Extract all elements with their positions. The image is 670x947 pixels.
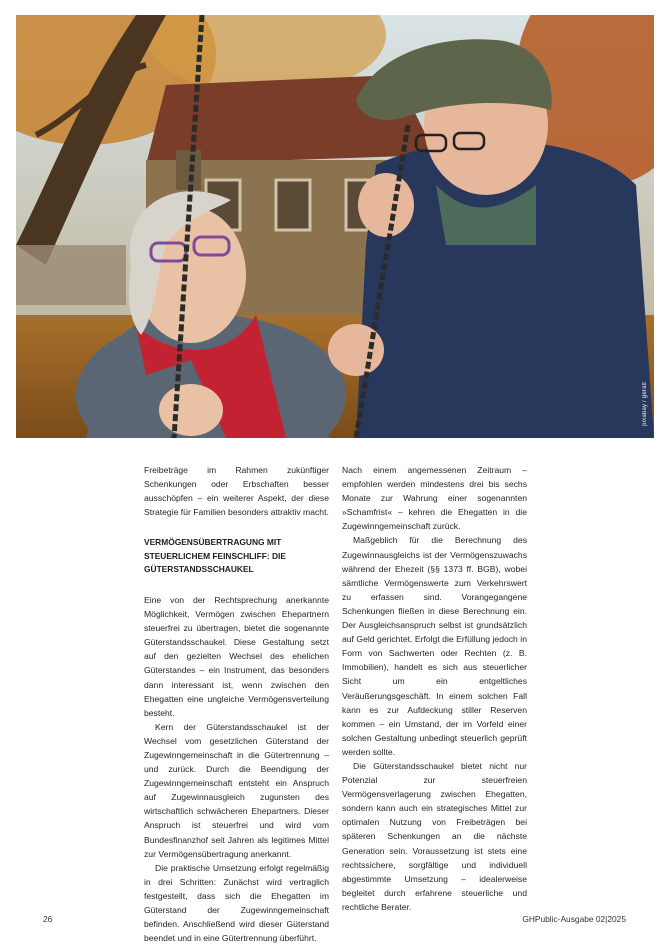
- page-number: 26: [43, 914, 53, 924]
- section-heading: VERMÖGENSÜBERTRAGUNG MIT STEUERLICHEM FEINSCHLIFF: DIE GÜTERSTANDSSCHAUKEL: [144, 537, 286, 574]
- paragraph: Eine von der Rechtsprechung anerkannte Möglichkeit, Vermögen zwischen Ehepartnern steuerfrei zu übertragen, bietet die sogenannte Güterstandsschaukel. Diese Gestaltung setzt auf den gezielten Wechsel des ehelichen Güterstandes – ein Instrument, das besonders dann interessant ist, wenn zwischen den Ehegatten eine ungleiche Vermögensverteilung besteht.: [144, 594, 329, 718]
- paragraph: Nach einem angemessenen Zeitraum – empfohlen werden mindestens drei bis sechs Monate zur Wahrung einer sogenannten »Schamfrist« – kehren die Ehegatten in die Zugewinngemeinschaft zurück.: [342, 465, 527, 532]
- paragraph: Maßgeblich für die Berechnung des Zugewinnausgleichs ist der Vermögenszuwachs während der Ehezeit (§§ 1373 ff. BGB), wobei sämtliche Vermögenswerte zum Verkehrswert zu erfassen sind. Vorangegangene Schenkungen fließen in diese Berechnung ein. Der Ausgleichsanspruch selbst ist grundsätzlich auf Geld gerichtet. Erfolgt die Erfüllung jedoch in Form von Sachwerten oder Rechten (z. B. Immobilien), handelt es sich aus steuerlicher Sicht um ein entgeltliches Veräußerungsgeschäft. In einem solchen Fall kann es zur Aufdeckung stiller Reserven kommen – ein Umstand, der im Vorfeld einer solchen Gestaltung unbedingt steuerlich geprüft werden sollte.: [342, 535, 527, 757]
- photo-credit: pixabay / geralt: [642, 382, 648, 426]
- article-column-left: [144, 463, 329, 945]
- article-photo: [16, 15, 654, 438]
- paragraph: Kern der Güterstandsschaukel ist der Wechsel vom gesetzlichen Güterstand der Zugewinngemeinschaft in die Gütertrennung – und zurück. Durch die Beendigung der Zugewinngemeinschaft entsteht ein Anspruch auf Zugewinnausgleich zugunsten des wirtschaftlich schwächeren Ehepartners. Dieser Anspruch ist steuerfrei und wird vom Bundesfinanzhof seit Jahren als legitimes Mittel zur Vermögensübertragung anerkannt.: [144, 721, 329, 859]
- photo-couple-on-swing-icon: [16, 15, 654, 438]
- paragraph: Freibeträge im Rahmen zukünftiger Schenkungen oder Erbschaften besser ausschöpfen – ein weiterer Aspekt, der diese Strategie für Familien besonders attraktiv macht.: [144, 465, 329, 518]
- article-column-right: [342, 463, 527, 914]
- paragraph: Die Güterstandsschaukel bietet nicht nur Potenzial zur steuerfreien Vermögensverlagerung zwischen Ehegatten, sondern kann auch ein strategisches Mittel zur optimalen Nutzung von Freibeträgen bei späteren Schenkungen an die nächste Generation sein. Voraussetzung ist stets eine rechtssichere, sorgfältige und individuell abgestimmte Umsetzung – idealerweise begleitet durch erfahrene steuerliche und rechtliche Berater.: [342, 760, 527, 912]
- publication-issue: GHPublic-Ausgabe 02|2025: [522, 914, 626, 924]
- paragraph: Die praktische Umsetzung erfolgt regelmäßig in drei Schritten: Zunächst wird vertraglich festgestellt, dass sich die Ehegatten im Güterstand der Zugewinngemeinschaft befinden. Anschließend wird dieser Güterstand beendet und in eine Gütertrennung überführt.: [144, 862, 329, 944]
